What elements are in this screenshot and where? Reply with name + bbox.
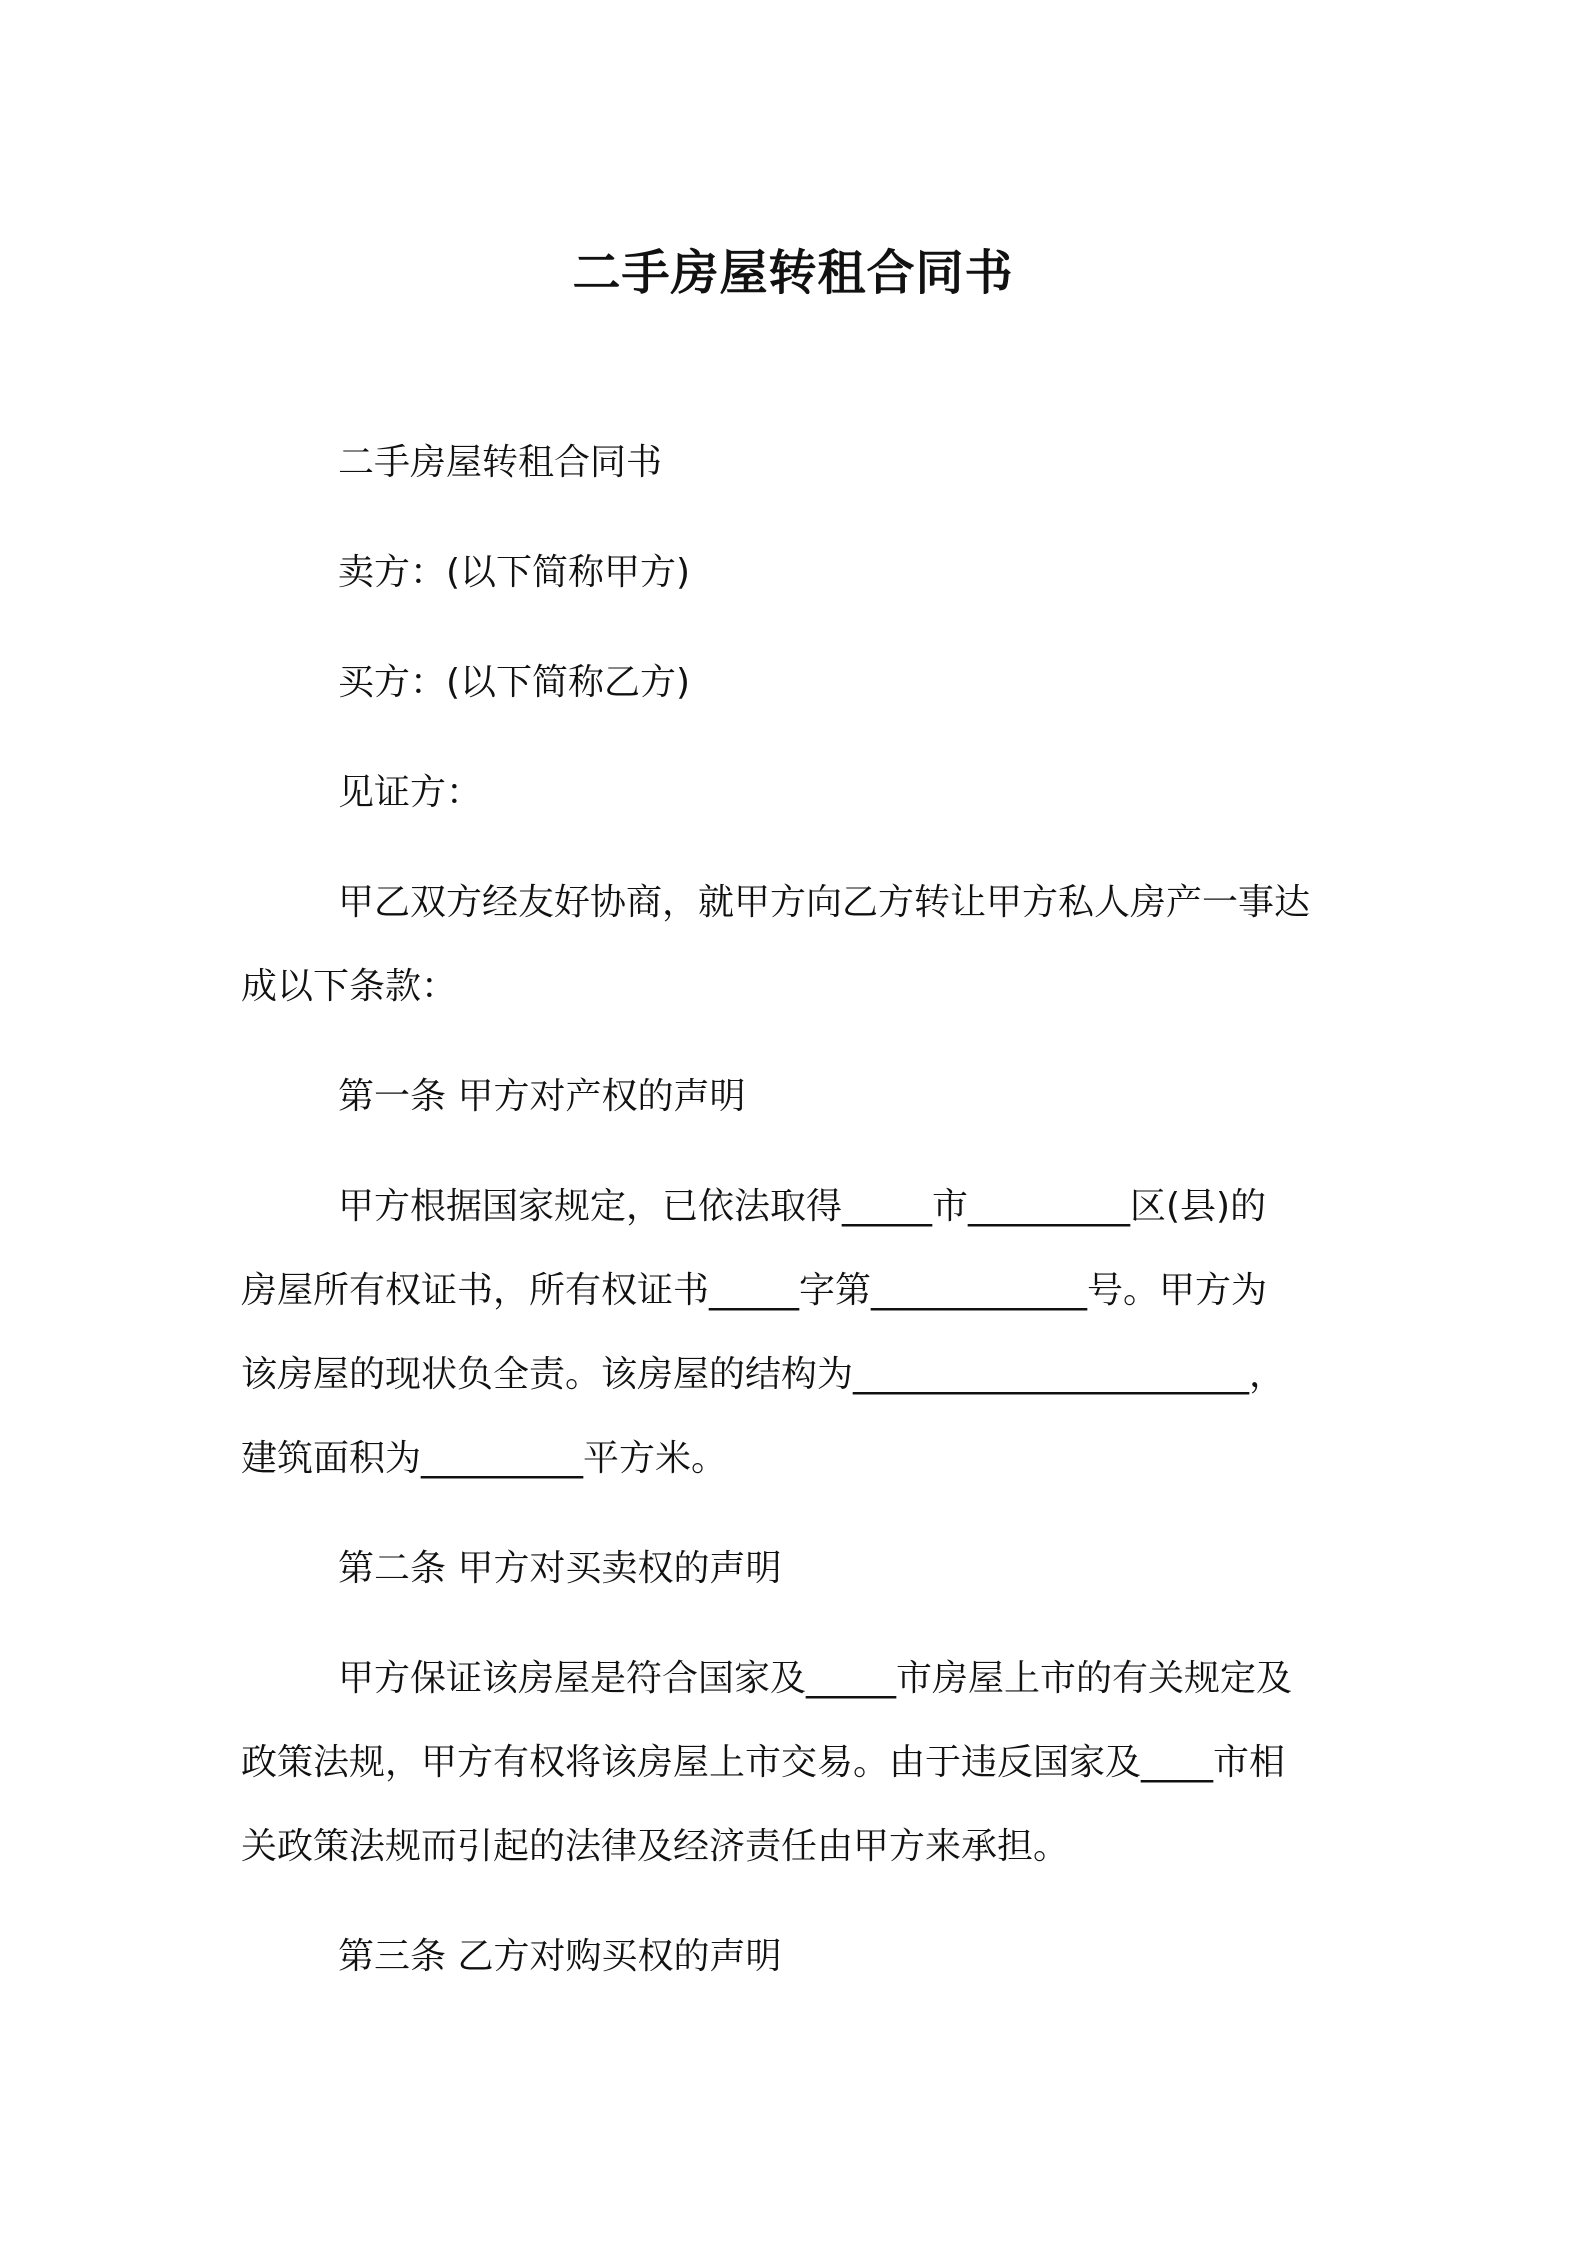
- article-2-line-1: 甲方保证该房屋是符合国家及_____市房屋上市的有关规定及: [338, 1658, 1293, 1699]
- intro-paragraph-line-1: 甲乙双方经友好协商，就甲方向乙方转让甲方私人房产一事达: [338, 882, 1311, 923]
- article-2-line-2: 政策法规，甲方有权将该房屋上市交易。由于违反国家及____市相: [241, 1742, 1286, 1783]
- article-1-heading: 第一条 甲方对产权的声明: [338, 1076, 746, 1117]
- article-1-line-4: 建筑面积为_________平方米。: [241, 1438, 728, 1479]
- document-subtitle: 二手房屋转租合同书: [338, 442, 663, 483]
- article-3-heading: 第三条 乙方对购买权的声明: [338, 1936, 782, 1977]
- article-1-line-2: 房屋所有权证书，所有权证书_____字第____________号。甲方为: [241, 1270, 1268, 1311]
- intro-paragraph-line-2: 成以下条款：: [241, 966, 458, 1007]
- article-1-line-1: 甲方根据国家规定，已依法取得_____市_________区(县)的: [338, 1186, 1267, 1227]
- seller-line: 卖方：(以下简称甲方): [338, 552, 691, 593]
- article-2-line-3: 关政策法规而引起的法律及经济责任由甲方来承担。: [241, 1826, 1070, 1867]
- witness-line: 见证方：: [338, 772, 483, 813]
- article-2-heading: 第二条 甲方对买卖权的声明: [338, 1548, 782, 1589]
- document-title: 二手房屋转租合同书: [572, 245, 1014, 301]
- buyer-line: 买方：(以下简称乙方): [338, 662, 691, 703]
- article-1-line-3: 该房屋的现状负全责。该房屋的结构为______________________，: [241, 1354, 1286, 1395]
